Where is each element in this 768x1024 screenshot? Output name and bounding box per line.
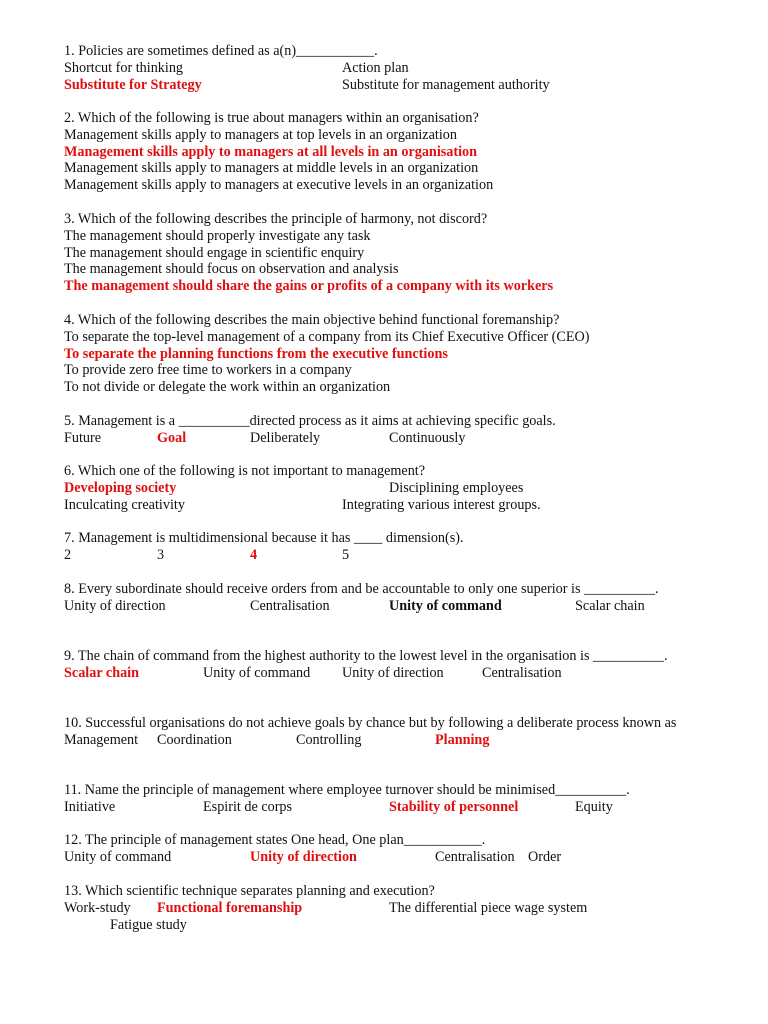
- option-row: [64, 480, 704, 497]
- option: Centralisation: [482, 664, 562, 681]
- option: Integrating various interest groups.: [342, 496, 541, 513]
- question-12: [64, 832, 704, 866]
- option: The management should engage in scientific enquiry: [64, 244, 365, 261]
- question-10: [64, 715, 704, 749]
- option: Action plan: [342, 59, 409, 76]
- correct-answer: Planning: [435, 731, 490, 748]
- option: Unity of direction: [64, 597, 166, 614]
- option: The differential piece wage system: [389, 899, 588, 916]
- question-text: 5. Management is a __________directed process as it aims at achieving specific goals.: [64, 413, 556, 429]
- question-9: [64, 648, 704, 682]
- option: 3: [157, 546, 165, 563]
- correct-answer: Scalar chain: [64, 664, 140, 681]
- question-text: 10. Successful organisations do not achieve goals by chance but by following a deliberate process known as: [64, 715, 677, 731]
- question-text: 4. Which of the following describes the main objective behind functional foremanship?: [64, 312, 560, 328]
- option: Fatigue study: [110, 916, 187, 933]
- option: Management skills apply to managers at executive levels in an organization: [64, 177, 494, 194]
- option: Inculcating creativity: [64, 496, 185, 513]
- option-row: [64, 849, 704, 866]
- question-3: [64, 211, 704, 295]
- correct-answer: Unity of direction: [250, 848, 357, 865]
- option: To separate the top-level management of a company from its Chief Executive Officer (CEO): [64, 328, 590, 345]
- option: Coordination: [157, 731, 232, 748]
- question-text: 13. Which scientific technique separates planning and execution?: [64, 883, 435, 899]
- option: Continuously: [389, 429, 466, 446]
- option-row: [64, 77, 704, 94]
- option: Centralisation: [435, 848, 515, 865]
- option: Unity of command: [64, 848, 172, 865]
- correct-answer: Substitute for Strategy: [64, 76, 202, 93]
- question-text: 11. Name the principle of management where employee turnover should be minimised__________.: [64, 782, 630, 798]
- question-8: [64, 581, 704, 615]
- option-row: [64, 732, 704, 749]
- option-row: [64, 430, 704, 447]
- question-text: 3. Which of the following describes the principle of harmony, not discord?: [64, 211, 488, 227]
- correct-answer: Management skills apply to managers at all levels in an organisation: [64, 143, 478, 160]
- option: 5: [342, 546, 350, 563]
- question-text: 12. The principle of management states One head, One plan___________.: [64, 832, 486, 848]
- option: Disciplining employees: [389, 479, 524, 496]
- option: 2: [64, 546, 72, 563]
- question-6: [64, 463, 704, 513]
- option: Substitute for management authority: [342, 76, 550, 93]
- option: Management skills apply to managers at middle levels in an organization: [64, 160, 479, 177]
- question-4: [64, 312, 704, 396]
- option-row: [64, 497, 704, 514]
- correct-answer: Stability of personnel: [389, 798, 519, 815]
- option: Equity: [575, 798, 613, 815]
- option: Controlling: [296, 731, 362, 748]
- option: Unity of command: [389, 597, 502, 614]
- question-2: [64, 110, 704, 194]
- option: Future: [64, 429, 102, 446]
- option: Shortcut for thinking: [64, 59, 184, 76]
- option-row: [64, 60, 704, 77]
- option: Centralisation: [250, 597, 330, 614]
- question-7: [64, 530, 704, 564]
- option-row: [64, 900, 704, 917]
- correct-answer: The management should share the gains or profits of a company with its workers: [64, 278, 554, 295]
- question-text: 7. Management is multidimensional because it has ____ dimension(s).: [64, 530, 464, 546]
- option: Management: [64, 731, 139, 748]
- question-13: [64, 883, 704, 933]
- option: To not divide or delegate the work within an organization: [64, 379, 391, 396]
- option-row: [64, 917, 704, 934]
- correct-answer: Goal: [157, 429, 187, 446]
- question-1: [64, 43, 704, 93]
- option: Espirit de corps: [203, 798, 293, 815]
- option: The management should focus on observation and analysis: [64, 261, 399, 278]
- option: Work-study: [64, 899, 131, 916]
- option: Scalar chain: [575, 597, 645, 614]
- question-5: [64, 413, 704, 447]
- question-text: 8. Every subordinate should receive orders from and be accountable to only one superior is __________.: [64, 581, 659, 597]
- correct-answer: Functional foremanship: [157, 899, 303, 916]
- option: Unity of direction: [342, 664, 444, 681]
- option: Order: [528, 848, 562, 865]
- option-row: [64, 665, 704, 682]
- question-11: [64, 782, 704, 816]
- correct-answer: To separate the planning functions from the executive functions: [64, 345, 448, 362]
- option: Unity of command: [203, 664, 311, 681]
- question-text: 9. The chain of command from the highest authority to the lowest level in the organisation is __________.: [64, 648, 668, 664]
- question-text: 2. Which of the following is true about managers within an organisation?: [64, 110, 479, 126]
- question-text: 6. Which one of the following is not important to management?: [64, 463, 426, 479]
- option: Deliberately: [250, 429, 321, 446]
- option: Initiative: [64, 798, 116, 815]
- option: The management should properly investigate any task: [64, 227, 371, 244]
- option: To provide zero free time to workers in a company: [64, 362, 352, 379]
- option-row: [64, 799, 704, 816]
- question-text: 1. Policies are sometimes defined as a(n)___________.: [64, 43, 378, 59]
- option-row: [64, 598, 704, 615]
- correct-answer: 4: [250, 546, 258, 563]
- option: Management skills apply to managers at top levels in an organization: [64, 126, 457, 143]
- option-row: [64, 547, 704, 564]
- correct-answer: Developing society: [64, 479, 177, 496]
